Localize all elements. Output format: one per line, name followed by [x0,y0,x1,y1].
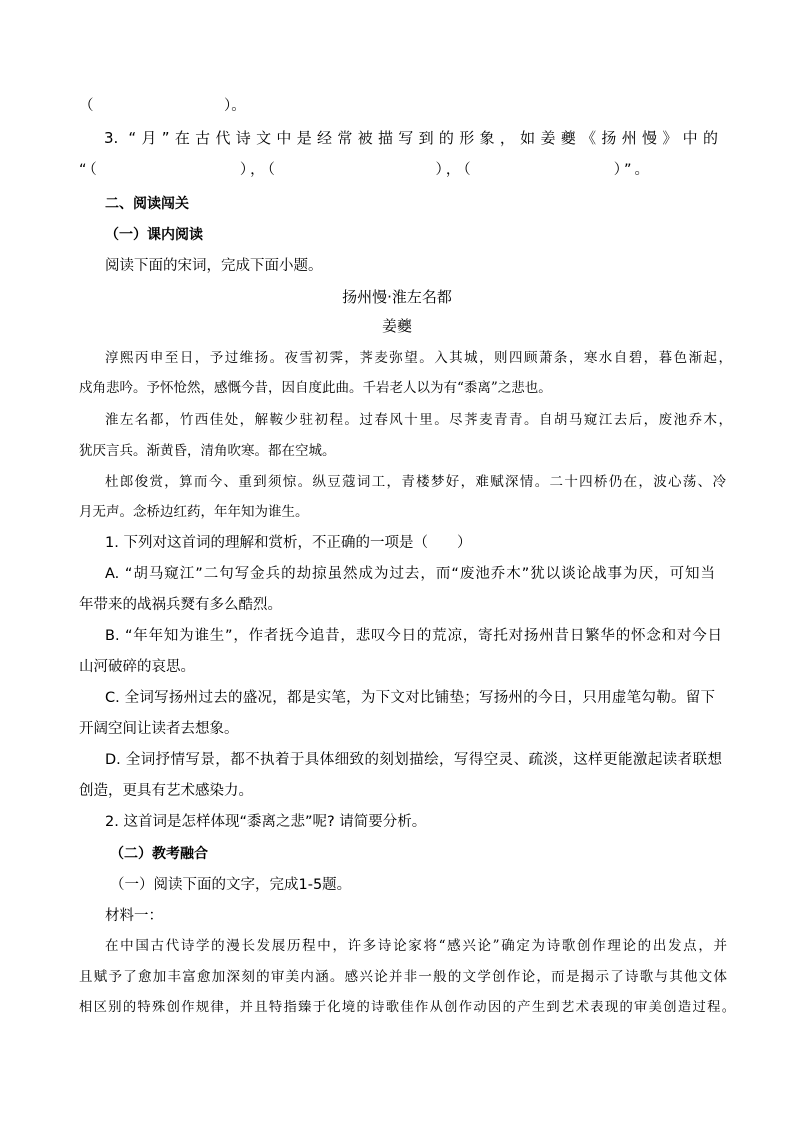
option-b-line-1: B. “年年知为谁生”，作者抚今追昔，悲叹今日的荒凉，寄托对扬州昔日繁华的怀念和对今日 [105,628,722,644]
material-1-line-2: 且赋予了愈加丰富愈加深刻的审美内涵。感兴论并非一般的文学创作论，而是揭示了诗歌与其他文体 [79,969,727,985]
reading-instruction-2: （一）阅读下面的文字，完成1-5题。 [110,877,352,893]
option-c-line-2: 开阔空间让读者去想象。 [79,721,239,737]
subsection-heading-2: （二）教考融合 [110,846,208,862]
question-3-blanks: “（ ），（ ），（ ）”。 [79,162,649,178]
poem-stanza-1-line-2: 犹厌言兵。渐黄昏，清角吹寒。都在空城。 [79,443,336,459]
poem-stanza-1-line-1: 淮左名都，竹西佳处，解鞍少驻初程。过春风十里。尽荠麦青青。自胡马窥江去后，废池乔木， [105,412,732,428]
reading-instruction: 阅读下面的宋词，完成下面小题。 [105,258,323,274]
option-a-line-1: A. “胡马窥江”二句写金兵的劫掠虽然成为过去，而“废池乔木”犹以谈论战事为厌，可知当 [105,566,715,582]
material-1-label: 材料一： [105,908,163,924]
poem-author: 姜夔 [381,317,412,335]
material-1-line-1: 在中国古代诗学的漫长发展历程中，许多诗论家将“感兴论”确定为诗歌创作理论的出发点，并 [105,938,727,954]
poem-preface-line-2: 戍角悲吟。予怀怆然，感慨今昔，因自度此曲。千岩老人以为有“黍离”之悲也。 [79,380,552,396]
question-3-line-1: 3. “月”在古代诗文中是经常被描写到的形象，如姜夔《扬州慢》中的 [104,129,718,147]
poem-title: 扬州慢·淮左名都 [342,288,452,306]
blank-answer-line: （ ）。 [79,98,246,114]
question-1-stem: 1. 下列对这首词的理解和赏析，不正确的一项是（ ） [105,535,472,551]
option-c-line-1: C. 全词写扬州过去的盛况，都是实笔，为下文对比铺垫；写扬州的今日，只用虚笔勾勒。留下 [105,690,715,706]
poem-stanza-2-line-2: 月无声。念桥边红药，年年知为谁生。 [79,504,309,520]
option-b-line-2: 山河破碎的哀思。 [79,659,195,675]
option-d-line-1: D. 全词抒情写景，都不执着于具体细致的刻划描绘，写得空灵、疏淡，这样更能激起读者联想 [105,752,722,768]
poem-preface-line-1: 淳熙丙申至日，予过维扬。夜雪初霁，荠麦弥望。入其城，则四顾萧条，寒水自碧，暮色渐起， [105,350,732,366]
option-a-line-2: 年带来的战祸兵燹有多么酷烈。 [79,597,282,613]
option-d-line-2: 创造，更具有艺术感染力。 [79,783,253,799]
subsection-heading-1: （一）课内阅读 [105,227,203,243]
poem-stanza-2-line-1: 杜郎俊赏，算而今、重到须惊。纵豆蔻词工，青楼梦好，难赋深情。二十四桥仍在，波心荡、冷 [105,474,726,490]
material-1-line-3: 相区别的特殊创作规律，并且特指臻于化境的诗歌佳作从创作动因的产生到艺术表现的审美创造过程。 [79,1000,735,1015]
question-2-stem: 2. 这首词是怎样体现“黍离之悲”呢? 请简要分析。 [105,814,427,830]
section-heading-2: 二、阅读闯关 [105,196,189,212]
